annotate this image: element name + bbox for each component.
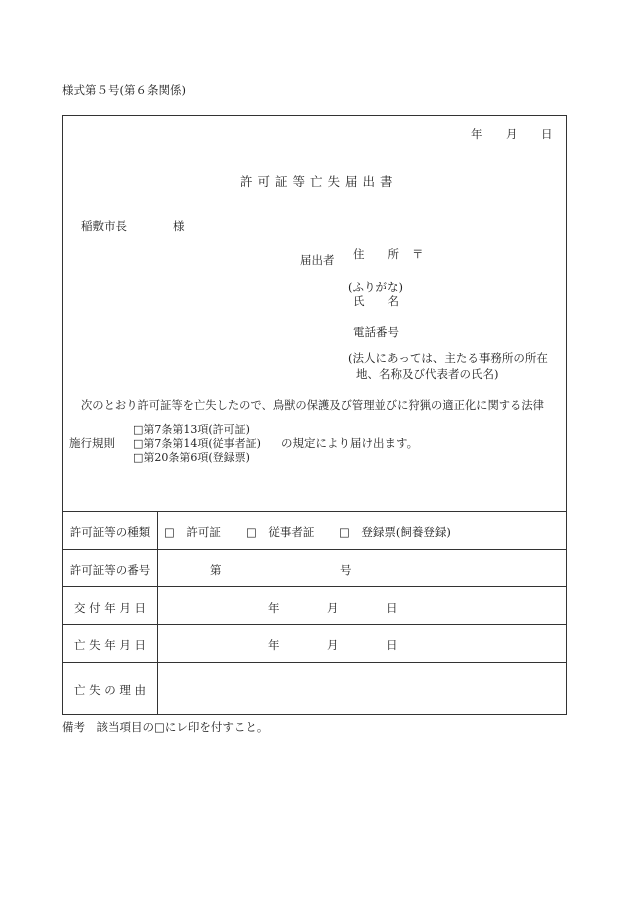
form-title: 許可証等亡失届出書 [240,174,398,189]
furigana-label: (ふりがな) [348,280,403,294]
body-closing: の規定により届け出ます。 [281,436,419,450]
name-label: 氏 名 [353,294,399,308]
corp-note-line1: (法人にあっては、主たる事務所の所在 [348,351,548,365]
table-top-line [63,511,566,512]
row-divider [63,549,566,550]
row-divider [63,662,566,663]
row-divider [63,586,566,587]
address-label: 住 所 [353,247,399,261]
body-line1: 次のとおり許可証等を亡失したので、鳥獣の保護及び管理並びに狩猟の適正化に関する法律 [81,399,544,412]
remarks: 備考 該当項目の□にレ印を付すこと。 [62,720,269,734]
postal-mark: 〒 [412,247,424,261]
rule-option-registration: □第20条第6項(登録票) [133,451,250,464]
form-frame [62,115,567,715]
number-row-label: 許可証等の番号 [69,563,151,577]
loss-reason-field[interactable] [159,664,565,712]
label-column-divider [157,511,158,715]
date-month: 月 [506,127,518,141]
loss-year: 年 [268,638,280,652]
rule-label: 施行規則 [69,436,115,450]
form-number: 様式第５号(第６条関係) [62,83,186,97]
number-suffix: 号 [340,563,352,577]
rule-option-worker: □第7条第14項(従事者証) [133,437,261,450]
type-option-worker[interactable]: □ 従事者証 [246,525,315,539]
issue-year: 年 [268,601,280,615]
type-option-registration[interactable]: □ 登録票(飼養登録) [339,525,451,539]
type-option-permit[interactable]: □ 許可証 [164,525,221,539]
issue-day: 日 [386,601,398,615]
loss-date-label: 亡 失 年 月 日 [73,638,147,652]
row-divider [63,624,566,625]
loss-month: 月 [327,638,339,652]
date-year: 年 [471,127,483,141]
addressee-name: 稲敷市長 [81,219,127,233]
addressee-suffix: 様 [173,219,185,233]
issue-month: 月 [327,601,339,615]
loss-day: 日 [386,638,398,652]
date-day: 日 [541,127,553,141]
type-row-label: 許可証等の種類 [69,525,151,539]
rule-option-permit: □第7条第13項(許可証) [133,423,250,436]
applicant-label: 届出者 [300,253,335,267]
corp-note-line2: 地、名称及び代表者の氏名) [356,367,499,381]
phone-label: 電話番号 [353,325,399,339]
issue-date-label: 交 付 年 月 日 [73,601,147,615]
loss-reason-label: 亡 失 の 理 由 [73,683,147,697]
number-prefix: 第 [210,563,222,577]
